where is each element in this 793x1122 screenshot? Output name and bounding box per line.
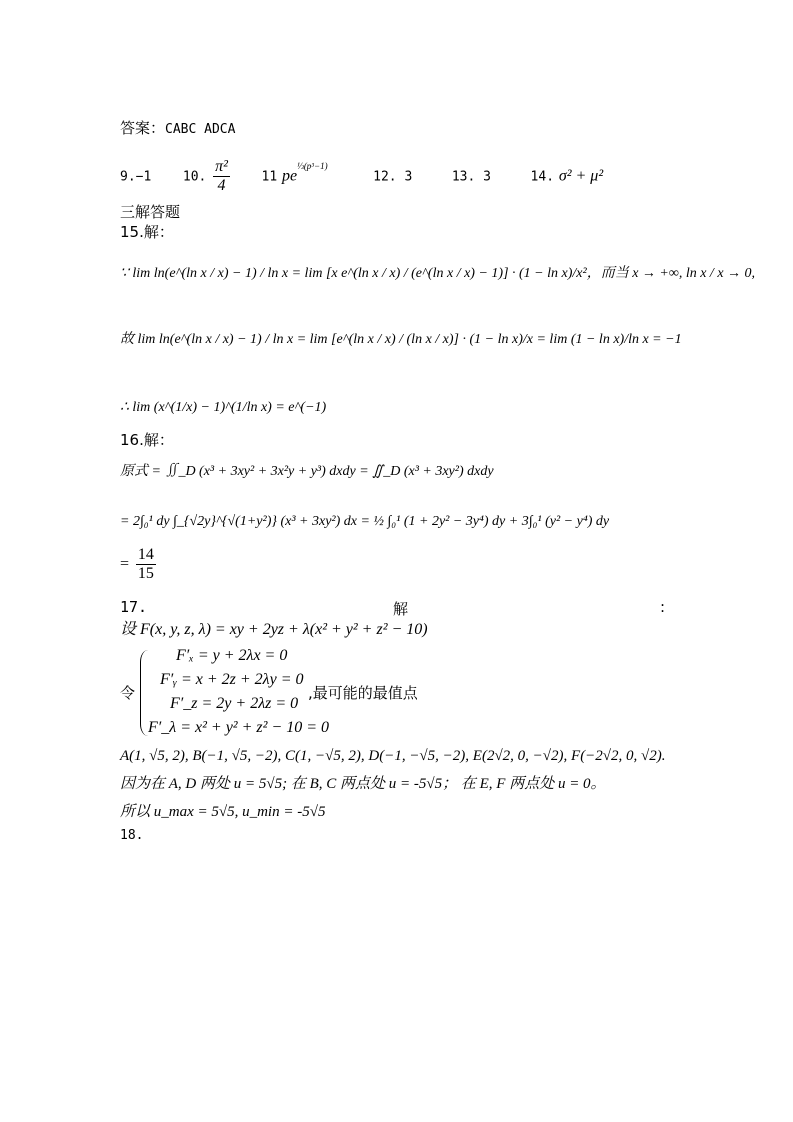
q10-number: 10.	[182, 169, 207, 185]
q18-number: 18.	[120, 828, 144, 843]
q17-eq-note: ,最可能的最值点	[308, 684, 418, 702]
q15-heading: 15.解：	[120, 223, 174, 241]
q17-ling: 令	[120, 684, 136, 702]
q17-eq4: F′_λ = x² + y² + z² − 10 = 0	[148, 719, 330, 736]
fill-answers-row	[120, 158, 603, 195]
q17-number: 17.	[120, 598, 148, 616]
q9-value: −1	[135, 169, 152, 185]
q10-fraction	[213, 158, 230, 195]
q16-line3: = $\frac{14}{15}$	[120, 546, 154, 582]
q11-exponent: ⅓(p³−1)	[297, 160, 328, 171]
q14-number: 14.	[530, 169, 555, 185]
mc-answers: CABC ADCA	[165, 122, 236, 137]
q12-answer: 12. 3	[373, 169, 413, 185]
q17-setup: 设 F(x, y, z, λ) = xy + 2yz + λ(x² + y² + z² − 10)	[120, 621, 428, 638]
q17-result: 所以 u_max = 5√5, u_min = -5√5	[120, 804, 326, 820]
q16-line1: 原式 = ∬_D (x³ + 3xy² + 3x²y + y³) dxdy = ∬_D (x³ + 3xy²) dxdy	[120, 464, 494, 479]
q11-number: 11	[261, 169, 278, 185]
q10-denominator: 4	[217, 177, 226, 194]
q17-colon: :	[660, 598, 666, 616]
q16-heading: 16.解：	[120, 431, 174, 449]
q16-result-denominator: 15	[137, 565, 154, 582]
q16-result-numerator: 14	[137, 546, 154, 563]
q17-points: A(1, √5, 2), B(−1, √5, −2), C(1, −√5, 2), D(−1, −√5, −2), E(2√2, 0, −√2), F(−2√2, 0, √2).	[120, 748, 666, 764]
q13-answer: 13. 3	[451, 169, 491, 185]
q14-value: σ² + μ²	[558, 167, 604, 185]
q11-base: pe	[281, 167, 298, 185]
q17-eq3: F′_z = 2y + 2λz = 0	[170, 695, 299, 712]
section-heading: 三解答题	[120, 203, 181, 221]
q17-eq2: F′ᵧ = x + 2z + 2λy = 0	[160, 671, 304, 688]
q16-result-fraction	[136, 546, 156, 583]
answers-label: 答案：	[120, 119, 166, 137]
q17-because: 因为在 A, D 两处 u = 5√5; 在 B, C 两点处 u = -5√5； 在 E, F 两点处 u = 0。	[120, 776, 606, 792]
answers-row	[120, 118, 235, 140]
q10-numerator: π²	[215, 158, 228, 175]
q15-line1: ∵ lim ln(e^(ln x / x) − 1) / ln x = lim [x e^(ln x / x) / (e^(ln x / x) − 1)] · (1 − ln x)/x²，而当 x → +∞, ln x / x → 0,	[120, 266, 756, 281]
q15-line3: ∴ lim (x^(1/x) − 1)^(1/ln x) = e^(−1)	[120, 400, 327, 415]
q17-jie: 解	[393, 600, 409, 618]
q9-number: 9.	[120, 169, 136, 185]
q15-line2: 故 lim ln(e^(ln x / x) − 1) / ln x = lim [e^(ln x / x) / (ln x / x)] · (1 − ln x)/x = lim (1 − ln x)/ln x = −1	[120, 332, 682, 347]
q16-line2: = 2∫₀¹ dy ∫_{√2y}^{√(1+y²)} (x³ + 3xy²) dx = ½ ∫₀¹ (1 + 2y² − 3y⁴) dy + 3∫₀¹ (y² − y⁴) dy	[120, 514, 610, 529]
q17-eq1: F′ₓ = y + 2λx = 0	[176, 647, 288, 664]
